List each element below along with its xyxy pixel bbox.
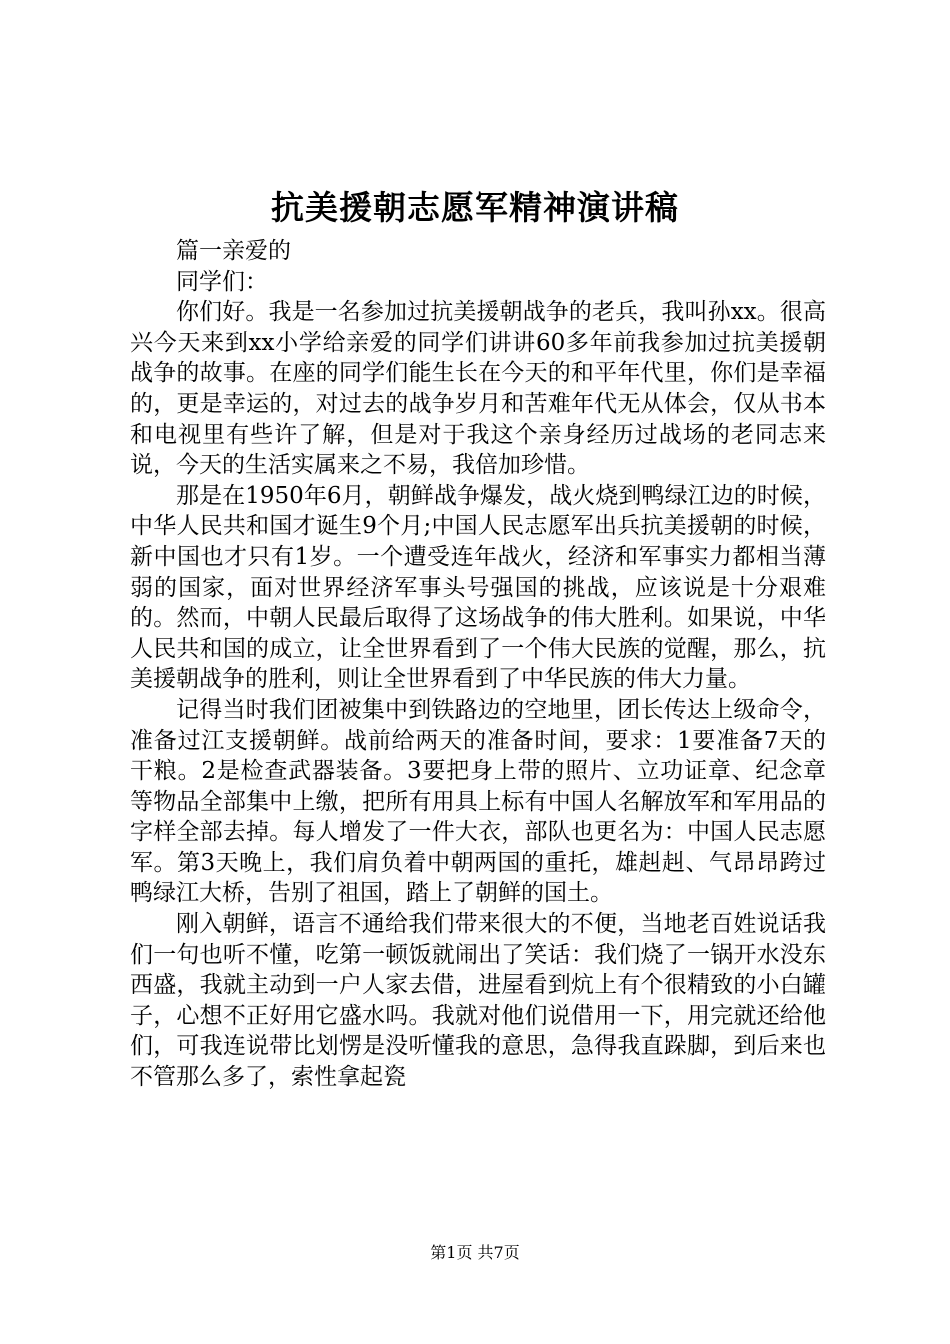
paragraph: 记得当时我们团被集中到铁路边的空地里，团长传达上级命令，准备过江支援朝鲜。战前给两天的准备时间，要求：1要准备7天的干粮。2是检查武器装备。3要把身上带的照片、立功证章、纪念章等物品全部集中上缴，把所有用具上标有中国人名解放军和军用品的字样全部去掉。每人增发了一件大衣，部队也更名为：中国人民志愿军。第3天晚上，我们肩负着中朝两国的重托，雄赳赳、气昂昂跨过鸭绿江大桥，告别了祖国，踏上了朝鲜的国土。 (130, 696, 826, 907)
paragraph: 刚入朝鲜，语言不通给我们带来很大的不便，当地老百姓说话我们一句也听不懂，吃第一顿饭就闹出了笑话：我们烧了一锅开水没东西盛，我就主动到一户人家去借，进屋看到炕上有个很精致的小白罐子，心想不正好用它盛水吗。我就对他们说借用一下，用完就还给他们，可我连说带比划愣是没听懂我的意思，急得我直跺脚，到后来也不管那么多了，索性拿起瓷 (130, 911, 826, 1091)
document-body (130, 236, 826, 1093)
salutation: 同学们： (176, 268, 268, 295)
document-title: 抗美援朝志愿军精神演讲稿 (271, 188, 679, 227)
section-heading: 篇一亲爱的 (176, 238, 291, 264)
paragraph: 那是在1950年6月，朝鲜战争爆发，战火烧到鸭绿江边的时候，中华人民共和国才诞生9个月;中国人民志愿军出兵抗美援朝的时候，新中国也才只有1岁。一个遭受连年战火，经济和军事实力都相当薄弱的国家，面对世界经济军事头号强国的挑战，应该说是十分艰难的。然而，中朝人民最后取得了这场战争的伟大胜利。如果说，中华人民共和国的成立，让全世界看到了一个伟大民族的觉醒，那么，抗美援朝战争的胜利，则让全世界看到了中华民族的伟大力量。 (130, 482, 826, 693)
paragraph: 你们好。我是一名参加过抗美援朝战争的老兵，我叫孙xx。很高兴今天来到xx小学给亲爱的同学们讲讲60多年前我参加过抗美援朝战争的故事。在座的同学们能生长在今天的和平年代里，你们是幸福的，更是幸运的，对过去的战争岁月和苦难年代无从体会，仅从书本和电视里有些许了解，但是对于我这个亲身经历过战场的老同志来说，今天的生活实属来之不易，我倍加珍惜。 (130, 299, 826, 479)
page-number-footer: 第1页 共7页 (430, 1243, 520, 1262)
